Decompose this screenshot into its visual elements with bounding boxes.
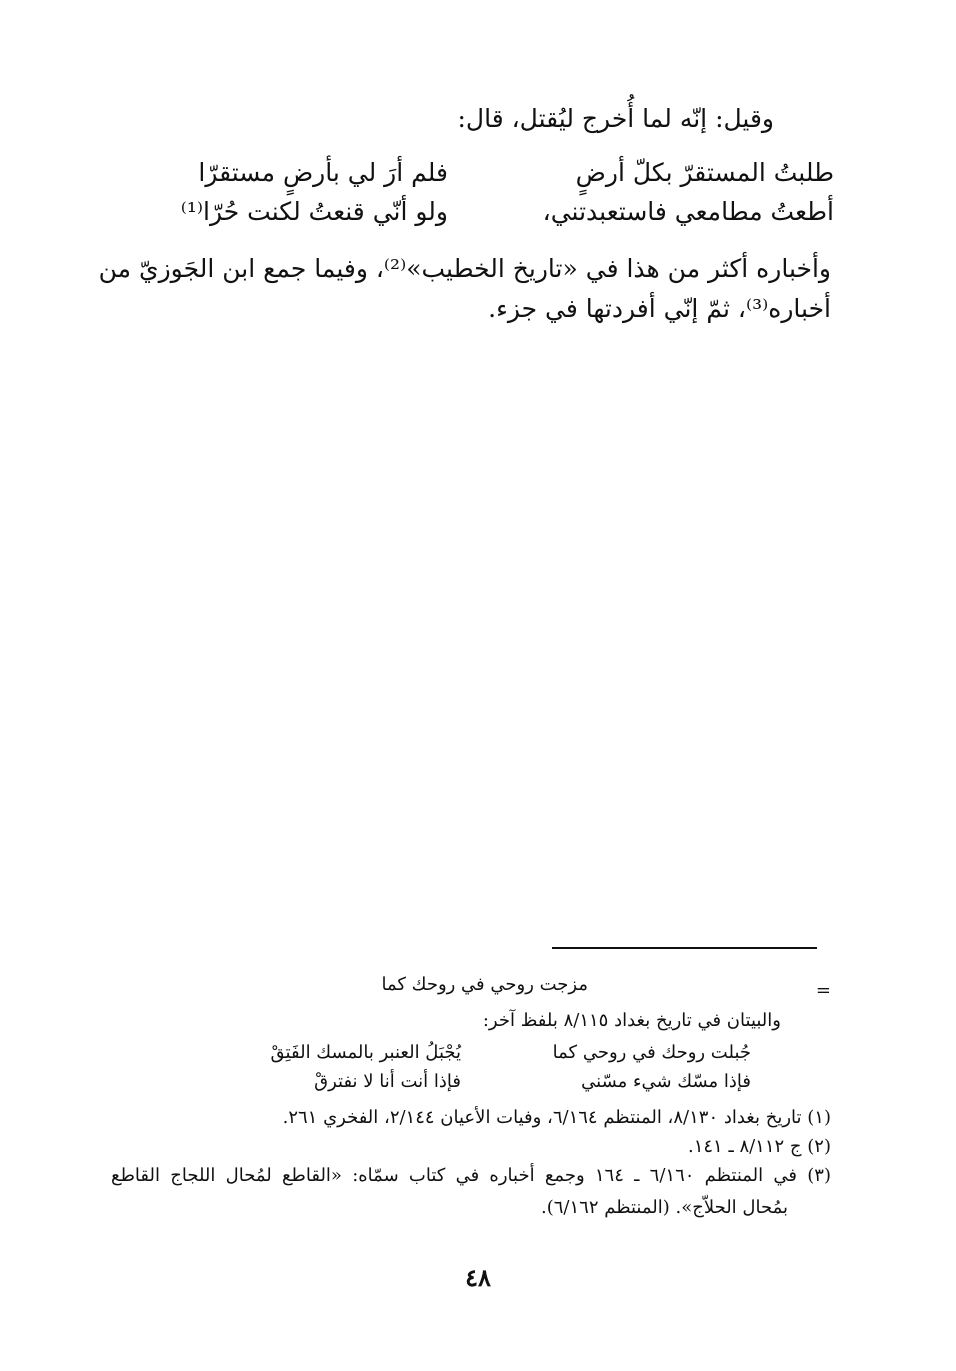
verse-2-first-hemistich: أطعتُ مطامعي فاستعبدتني، <box>542 197 834 226</box>
continued-verse-line: مزجت روحي في روحك كما <box>381 974 588 995</box>
page-number: ٤٨ <box>465 1263 491 1292</box>
footnote-2: (٢) ج ٨/١١٢ ـ ١٤١. <box>687 1136 831 1157</box>
verse-2-second-hemistich: ولو أنّي قنعتُ لكنت حُرّا⁽¹⁾ <box>180 197 448 226</box>
footnote-3-line-1: (٣) في المنتظم ٦/١٦٠ ـ ١٦٤ وجمع أخباره في كتاب سمّاه: «القاطع لمُحال اللجاج القاطع <box>111 1165 831 1186</box>
verse-1-second-hemistich: فلم أرَ لي بأرضٍ مستقرّا <box>198 158 448 187</box>
variant-verse-2-first: فإذا مسّك شيء مسّني <box>581 1071 751 1092</box>
paragraph-line-1: وأخباره أكثر من هذا في «تاريخ الخطيب»⁽²⁾، وفيما جمع ابن الجَوزيّ من <box>98 254 831 283</box>
variant-verse-2-second: فإذا أنت أنا لا نفترقْ <box>314 1071 461 1092</box>
intro-line: وقيل: إنّه لما أُخرج ليُقتل، قال: <box>457 104 774 133</box>
footnote-1: (١) تاريخ بغداد ٨/١٣٠، المنتظم ٦/١٦٤، وفيات الأعيان ٢/١٤٤، الفخري ٢٦١. <box>282 1107 831 1128</box>
footnote-separator <box>552 947 817 949</box>
variant-verse-1-first: جُبلت روحك في روحي كما <box>552 1042 751 1063</box>
continuation-mark: = <box>815 980 831 1001</box>
variant-verse-1-second: يُجْبَلُ العنبر بالمسك الفَتِقْ <box>270 1042 461 1063</box>
paragraph-line-2: أخباره⁽³⁾، ثمّ إنّي أفردتها في جزء. <box>488 294 831 323</box>
verse-1-first-hemistich: طلبتُ المستقرّ بكلّ أرضٍ <box>575 158 834 187</box>
footnote-3-line-2: بمُحال الحلاّج». (المنتظم ٦/١٦٢). <box>541 1197 788 1218</box>
variant-intro: والبيتان في تاريخ بغداد ٨/١١٥ بلفظ آخر: <box>482 1010 781 1031</box>
